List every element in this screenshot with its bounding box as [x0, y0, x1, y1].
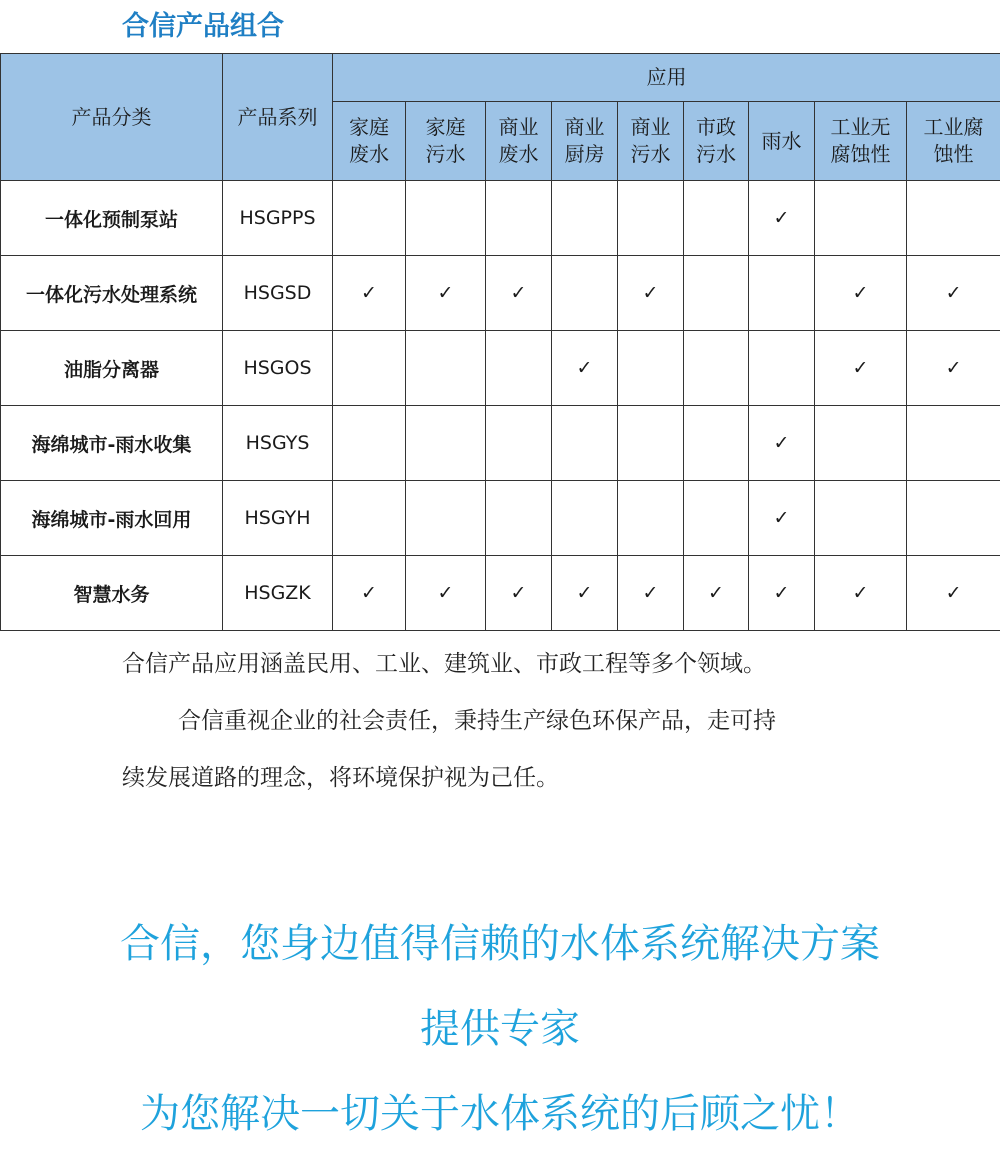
product-series: HSGSD — [223, 256, 333, 331]
check-mark-icon: ✓ — [907, 331, 1000, 406]
empty-cell — [907, 181, 1000, 256]
table-row — [1, 256, 1000, 331]
product-category: 油脂分离器 — [1, 331, 223, 406]
empty-cell — [333, 481, 406, 556]
paragraph-line-2: 合信重视企业的社会责任，秉持生产绿色环保产品，走可持 — [178, 708, 776, 734]
check-mark-icon: ✓ — [333, 556, 406, 631]
empty-cell — [749, 256, 815, 331]
product-series: HSGOS — [223, 331, 333, 406]
product-category: 海绵城市-雨水回用 — [1, 481, 223, 556]
product-table — [0, 53, 1000, 631]
product-category: 海绵城市-雨水收集 — [1, 406, 223, 481]
check-mark-icon: ✓ — [552, 331, 618, 406]
check-mark-icon: ✓ — [618, 556, 684, 631]
empty-cell — [333, 406, 406, 481]
header-series: 产品系列 — [223, 54, 333, 181]
check-mark-icon: ✓ — [406, 556, 486, 631]
empty-cell — [406, 481, 486, 556]
empty-cell — [406, 331, 486, 406]
empty-cell — [684, 481, 749, 556]
check-mark-icon: ✓ — [618, 256, 684, 331]
check-mark-icon: ✓ — [815, 331, 907, 406]
empty-cell — [815, 181, 907, 256]
table-row — [1, 481, 1000, 556]
section-title: 合信产品组合 — [122, 11, 284, 42]
empty-cell — [749, 331, 815, 406]
header-app-8: 工业腐 蚀性 — [907, 102, 1000, 181]
empty-cell — [486, 331, 552, 406]
table-row — [1, 181, 1000, 256]
product-category: 智慧水务 — [1, 556, 223, 631]
check-mark-icon: ✓ — [749, 481, 815, 556]
empty-cell — [486, 181, 552, 256]
empty-cell — [486, 481, 552, 556]
empty-cell — [815, 406, 907, 481]
check-mark-icon: ✓ — [815, 556, 907, 631]
product-series: HSGYH — [223, 481, 333, 556]
check-mark-icon: ✓ — [907, 256, 1000, 331]
header-category: 产品分类 — [1, 54, 223, 181]
table-row — [1, 406, 1000, 481]
product-category: 一体化预制泵站 — [1, 181, 223, 256]
product-category: 一体化污水处理系统 — [1, 256, 223, 331]
check-mark-icon: ✓ — [333, 256, 406, 331]
empty-cell — [333, 181, 406, 256]
check-mark-icon: ✓ — [684, 556, 749, 631]
empty-cell — [552, 406, 618, 481]
product-series: HSGPPS — [223, 181, 333, 256]
header-app-5: 市政 污水 — [684, 102, 749, 181]
slogan-line-1: 合信，您身边值得信赖的水体系统解决方案 — [120, 921, 880, 967]
empty-cell — [618, 331, 684, 406]
check-mark-icon: ✓ — [815, 256, 907, 331]
header-app-3: 商业 厨房 — [552, 102, 618, 181]
empty-cell — [618, 181, 684, 256]
empty-cell — [815, 481, 907, 556]
check-mark-icon: ✓ — [486, 556, 552, 631]
header-app-2: 商业 废水 — [486, 102, 552, 181]
empty-cell — [486, 406, 552, 481]
empty-cell — [618, 481, 684, 556]
check-mark-icon: ✓ — [486, 256, 552, 331]
empty-cell — [907, 481, 1000, 556]
empty-cell — [907, 406, 1000, 481]
header-application: 应用 — [333, 54, 1000, 102]
header-app-4: 商业 污水 — [618, 102, 684, 181]
product-series: HSGYS — [223, 406, 333, 481]
check-mark-icon: ✓ — [406, 256, 486, 331]
empty-cell — [552, 181, 618, 256]
check-mark-icon: ✓ — [749, 556, 815, 631]
empty-cell — [406, 406, 486, 481]
header-app-0: 家庭 废水 — [333, 102, 406, 181]
paragraph-line-1: 合信产品应用涵盖民用、工业、建筑业、市政工程等多个领域。 — [122, 651, 766, 677]
header-app-1: 家庭 污水 — [406, 102, 486, 181]
header-app-6: 雨水 — [749, 102, 815, 181]
paragraph-line-3: 续发展道路的理念，将环境保护视为己任。 — [122, 765, 559, 791]
check-mark-icon: ✓ — [749, 181, 815, 256]
product-series: HSGZK — [223, 556, 333, 631]
slogan-line-3: 为您解决一切关于水体系统的后顾之忧！ — [140, 1091, 860, 1137]
empty-cell — [406, 181, 486, 256]
empty-cell — [684, 406, 749, 481]
empty-cell — [618, 406, 684, 481]
check-mark-icon: ✓ — [552, 556, 618, 631]
empty-cell — [333, 331, 406, 406]
empty-cell — [552, 256, 618, 331]
header-app-7: 工业无 腐蚀性 — [815, 102, 907, 181]
check-mark-icon: ✓ — [749, 406, 815, 481]
empty-cell — [552, 481, 618, 556]
empty-cell — [684, 331, 749, 406]
empty-cell — [684, 181, 749, 256]
slogan-line-2: 提供专家 — [420, 1006, 580, 1052]
check-mark-icon: ✓ — [907, 556, 1000, 631]
table-row — [1, 331, 1000, 406]
table-row — [1, 556, 1000, 631]
empty-cell — [684, 256, 749, 331]
